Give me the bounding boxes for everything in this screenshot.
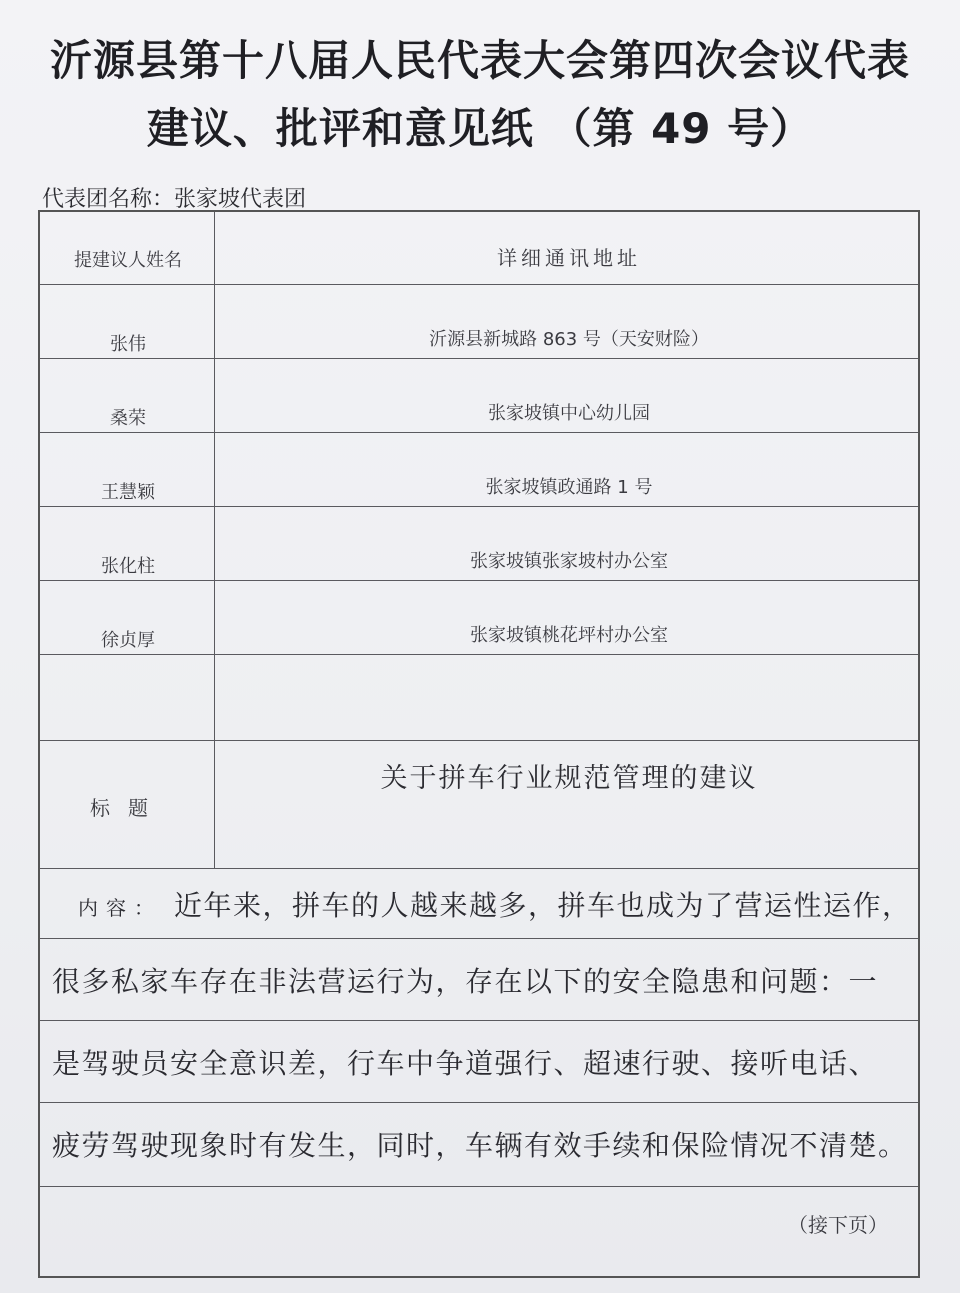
subject-label: 标题: [90, 796, 166, 820]
content-line-1-text: 近年来，拼车的人越来越多，拼车也成为了营运性运作，: [174, 889, 912, 922]
proposer-name-4: 张化柱: [101, 556, 155, 577]
proposer-name-1: 张伟: [110, 334, 146, 355]
proposer-address-3: 张家坡镇政通路 1 号: [485, 477, 653, 498]
proposer-name-2: 桑荣: [110, 408, 146, 429]
delegation-name: 代表团名称：张家坡代表团: [42, 187, 307, 212]
content-line-4: 疲劳驾驶现象时有发生，同时，车辆有效手续和保险情况不清楚。: [52, 1129, 908, 1162]
content-line-3: 是驾驶员安全意识差，行车中争道强行、超速行驶、接听电话、: [52, 1047, 879, 1080]
proposer-address-4: 张家坡镇张家坡村办公室: [470, 551, 668, 572]
continued-next-page-note: （接下页）: [788, 1213, 888, 1237]
proposal-form-table: [38, 210, 920, 1278]
proposer-name-3: 王慧颖: [101, 482, 155, 503]
subject-text: 关于拼车行业规范管理的建议: [380, 763, 758, 794]
header-contact-address: 详细通讯地址: [497, 246, 641, 270]
proposer-address-5: 张家坡镇桃花坪村办公室: [470, 625, 668, 646]
proposer-address-1: 沂源县新城路 863 号（天安财险）: [429, 329, 709, 350]
content-line-1: [52, 884, 912, 924]
document-title-line-1: 沂源县第十八届人民代表大会第四次会议代表: [49, 36, 910, 85]
document-title-line-2: 建议、批评和意见纸 （第 49 号）: [146, 104, 814, 153]
content-line-2: 很多私家车存在非法营运行为，存在以下的安全隐患和问题：一: [52, 965, 879, 998]
proposer-name-5: 徐贞厚: [101, 630, 155, 651]
header-proposer-name: 提建议人姓名: [74, 250, 182, 271]
content-label: 内容：: [78, 896, 162, 920]
proposer-address-2: 张家坡镇中心幼儿园: [488, 403, 650, 424]
